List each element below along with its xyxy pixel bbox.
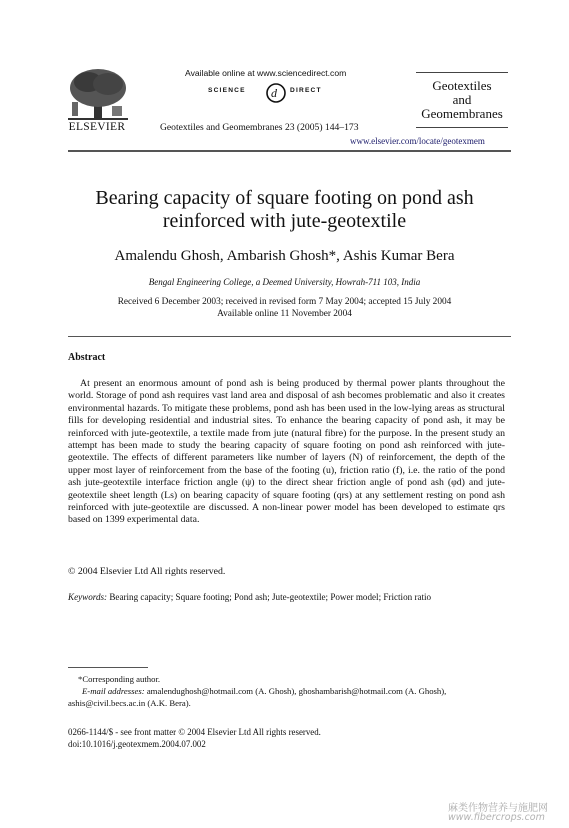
journal-title-line: and [452,92,472,107]
watermark-chinese: 麻类作物营养与施肥网 [448,803,548,814]
available-online-text: Available online at www.sciencedirect.com [185,68,347,78]
keywords-text: Bearing capacity; Square footing; Pond ash; Jute-geotextile; Power model; Friction ratio [109,592,432,602]
doi-line: doi:10.1016/j.geotexmem.2004.07.002 [68,739,206,749]
title-line: Bearing capacity of square footing on pond ash [95,187,474,209]
abstract-heading: Abstract [68,352,106,363]
abstract-copyright: © 2004 Elsevier Ltd All rights reserved. [68,566,226,577]
abstract-text: At present an enormous amount of pond ash is being produced by thermal power plants throughout the world. Storage of pond ash requires vast land area and disposal of ash becomes problematic and also it creates environmental hazards. To mitigate these problems, pond ash has been used in the low-lying areas as structural fills for developing residential and industrial sites. To enhance the bearing capacity of pond ash, it may be reinforced with jute-geotextile, a textile made from jute (natural fibre) for the purpose. In the present study an attempt has been made to study the bearing capacity of square footing on pond ash reinforced with jute-geotextile. The effects of different parameters like number of layers (N) of reinforcement, the depth of the upper most layer of reinforcement from the base of the footing (u), friction ratio (f), i.e. the ratio of the pond ash jute-geotextile interface friction angle (ψ) to the direct shear friction angle of pond ash (φd) and jute-geotextile sheet length (Ls) on bearing capacity of square footing (qrs) at any settlement resting on pond ash reinforced with jute-geotextile are discussed. A non-linear power model has been developed to estimate qrs based on 1399 experimental data. [68,378,505,526]
abstract-divider [68,336,511,337]
front-matter [68,726,321,750]
author-list: Amalendu Ghosh, Ambarish Ghosh*, Ashis Kumar Bera [114,248,455,264]
keywords-label: Keywords: [68,592,108,602]
email-text: amalendughosh@hotmail.com (A. Ghosh), ghoshambarish@hotmail.com (A. Ghosh), ashis@civil.becs.ac.in (A.K. Bera). [68,686,447,708]
email-addresses [68,685,505,709]
journal-title-box [416,72,508,128]
email-label: E-mail addresses: [82,686,145,696]
sciencedirect-right-word: DIRECT [290,87,322,94]
journal-title-line: Geomembranes [421,106,503,121]
footnote-divider [68,667,148,668]
publisher-name: ELSEVIER [68,121,126,133]
dates-line: Available online 11 November 2004 [217,309,352,319]
journal-url-link[interactable]: www.elsevier.com/locate/geotexmem [350,136,485,146]
author-affiliation: Bengal Engineering College, a Deemed University, Howrah-711 103, India [148,277,421,287]
watermark-url: www.fibercrops.com [448,812,545,823]
article-title [40,187,529,233]
issn-line: 0266-1144/$ - see front matter © 2004 Elsevier Ltd All rights reserved. [68,727,321,737]
sciencedirect-left-word: SCIENCE [208,87,246,94]
dates-line: Received 6 December 2003; received in revised form 7 May 2004; accepted 15 July 2004 [117,297,452,307]
article-dates [40,296,529,320]
journal-citation: Geotextiles and Geomembranes 23 (2005) 144–173 [160,122,359,133]
journal-title-line: Geotextiles [432,78,492,93]
svg-text:d: d [271,86,277,100]
header-divider [68,150,511,152]
corresponding-author-note: *Corresponding author. [78,674,161,684]
title-line: reinforced with jute-geotextile [162,210,407,232]
keywords-line [68,592,431,602]
journal-title [416,73,508,121]
footnote [68,673,505,709]
